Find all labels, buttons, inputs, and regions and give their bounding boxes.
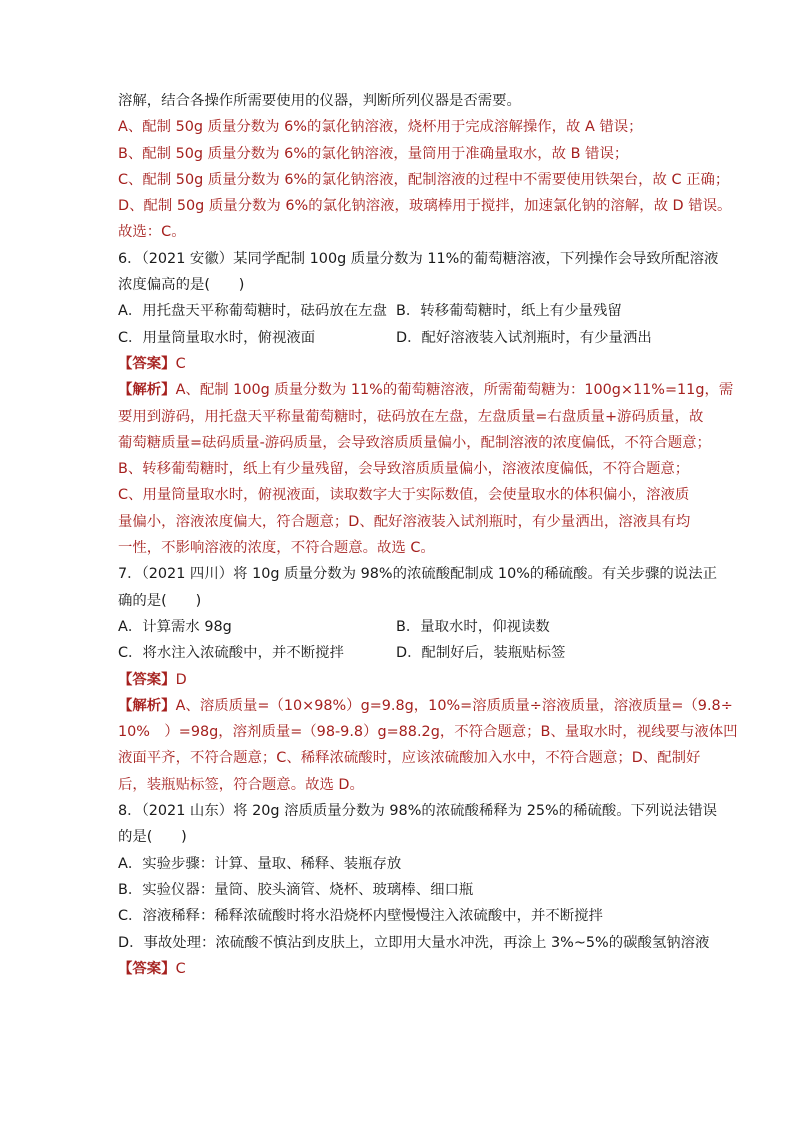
q7-analysis-text1: A、溶质质量=（10×98%）g=9.8g，10%=溶质质量÷溶液质量，溶液质量=（9.8÷ [175,697,733,714]
q6-analysis-text1: A、配制 100g 质量分数为 11%的葡萄糖溶液，所需葡萄糖为：100g×11%=11g，需 [175,382,734,399]
q6-analysis-line6: 量偏小，溶液浓度偏大，符合题意；D、配好溶液装入试剂瓶时，有少量洒出，溶液具有均 [118,513,691,530]
q6-option-c: C．用量筒量取水时，俯视液面 [118,329,316,346]
q5-option-a: A、配制 50g 质量分数为 6%的氯化钠溶液，烧杯用于完成溶解操作，故 A 错误； [118,119,643,136]
q6-analysis-line3: 葡萄糖质量=砝码质量-游码质量，会导致溶质质量偏小，配制溶液的浓度偏低，不符合题意； [118,434,711,451]
q8-option-c: C．溶液稀释：稀释浓硫酸时将水沿烧杯内壁慢慢注入浓硫酸中，并不断搅拌 [118,908,603,925]
q6-analysis-line2: 要用到游码，用托盘天平称量葡萄糖时，砝码放在左盘，左盘质量=右盘质量+游码质量，故 [118,408,704,425]
q8-answer-tag: 【答案】 [118,960,176,977]
q8-stem-line2: 的是( ) [118,829,187,846]
q7-analysis-line3: 液面平齐，不符合题意；C、稀释浓硫酸时，应该浓硫酸加入水中，不符合题意；D、配制好 [118,750,701,767]
q8-option-d: D．事故处理：浓硫酸不慎沾到皮肤上，立即用大量水冲洗，再涂上 3%~5%的碳酸氢钠溶液 [118,934,710,951]
q6-analysis-line4: B、转移葡萄糖时，纸上有少量残留，会导致溶质质量偏小，溶液浓度偏低，不符合题意； [118,461,690,478]
q6-answer-tag: 【答案】 [118,355,176,372]
q7-option-b: B．量取水时，仰视读数 [396,618,550,635]
q7-options-row1 [118,614,683,640]
q7-analysis-tag: 【解析】 [118,697,176,714]
q6-analysis-line7: 一性，不影响溶液的浓度，不符合题意。故选 C。 [118,540,435,557]
q5-option-d: D、配制 50g 质量分数为 6%的氯化钠溶液，玻璃棒用于搅拌，加速氯化钠的溶解，故 D 错误。 [118,198,732,215]
q6-analysis-tag: 【解析】 [118,382,176,399]
q5-intro: 溶解，结合各操作所需要使用的仪器，判断所列仪器是否需要。 [118,93,521,109]
q6-options-row1 [118,298,683,324]
q8-stem-line1: 8．（2021 山东）将 20g 溶质质量分数为 98%的浓硫酸稀释为 25%的稀硫酸。下列说法错误 [118,803,717,820]
q6-option-d: D．配好溶液装入试剂瓶时，有少量洒出 [396,329,652,346]
q6-answer [118,351,683,377]
q8-option-b: B．实验仪器：量筒、胶头滴管、烧杯、玻璃棒、细口瓶 [118,881,474,898]
q6-options-row2 [118,325,683,351]
q7-options-row2 [118,640,683,666]
q7-answer-tag: 【答案】 [118,671,176,688]
q6-option-b: B．转移葡萄糖时，纸上有少量残留 [396,303,622,320]
q8-answer [118,956,683,982]
q7-analysis-line1 [118,693,733,719]
q8-option-a: A．实验步骤：计算、量取、稀释、装瓶存放 [118,855,402,872]
q5-conclusion: 故选：C。 [118,224,186,241]
q7-answer-value: D [175,671,187,688]
q6-stem-line2: 浓度偏高的是( ) [118,277,245,294]
q7-stem-line1: 7．（2021 四川）将 10g 质量分数为 98%的浓硫酸配制成 10%的稀硫酸。有关步骤的说法正 [118,566,717,583]
q5-option-b: B、配制 50g 质量分数为 6%的氯化钠溶液，量筒用于准确量取水，故 B 错误； [118,145,629,162]
q6-option-a: A．用托盘天平称葡萄糖时，砝码放在左盘 [118,303,387,320]
q7-analysis-line2: 10% ）=98g，溶剂质量=（98-9.8）g=88.2g，不符合题意；B、量取水时，视线要与液体凹 [118,724,738,741]
document-page [118,88,738,982]
q7-stem-line2: 确的是( ) [118,592,202,609]
q7-option-c: C．将水注入浓硫酸中，并不断搅拌 [118,645,344,662]
q6-stem-line1: 6．（2021 安徽）某同学配制 100g 质量分数为 11%的葡萄糖溶液，下列操作会导致所配溶液 [118,250,719,267]
q7-analysis-line4: 后，装瓶贴标签，符合题意。故选 D。 [118,776,364,793]
q6-answer-value: C [175,355,186,372]
q6-analysis-line5: C、用量筒量取水时，俯视液面，读取数字大于实际数值，会使量取水的体积偏小，溶液质 [118,487,690,504]
q7-option-d: D．配制好后，装瓶贴标签 [396,645,566,662]
q5-option-c: C、配制 50g 质量分数为 6%的氯化钠溶液，配制溶液的过程中不需要使用铁架台，故 C 正确； [118,171,730,188]
q7-answer [118,667,683,693]
q6-analysis-line1 [118,377,734,403]
q7-option-a: A．计算需水 98g [118,618,232,635]
q8-answer-value: C [175,960,186,977]
